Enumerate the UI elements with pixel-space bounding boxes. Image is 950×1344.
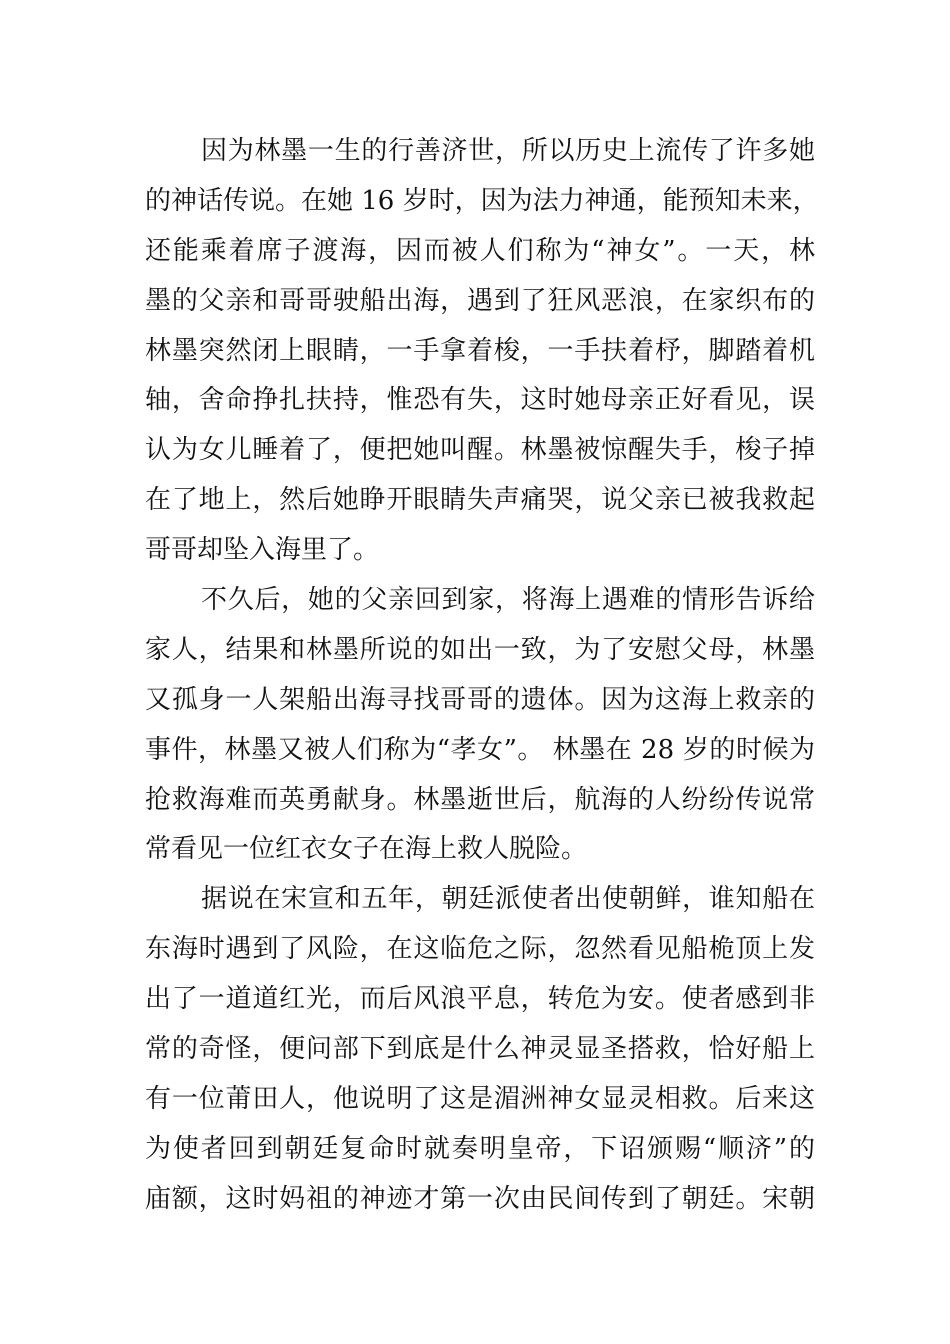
paragraph-1-line-4: 墨的父亲和哥哥驶船出海，遇到了狂风恶浪，在家织布的 xyxy=(145,285,815,316)
paragraph-2-line-5: 抢救海难而英勇献身。林墨逝世后，航海的人纷纷传说常 xyxy=(145,784,815,815)
paragraph-3-line-1: 据说在宋宣和五年，朝廷派使者出使朝鲜，谁知船在 xyxy=(201,884,815,915)
paragraph-1-line-6: 轴，舍命挣扎扶持，惟恐有失，这时她母亲正好看见，误 xyxy=(145,385,815,416)
paragraph-1-line-5: 林墨突然闭上眼睛，一手拿着梭，一手扶着杼，脚踏着机 xyxy=(145,335,815,366)
article-body xyxy=(145,127,819,1225)
paragraph-3-line-3: 出了一道道红光，而后风浪平息，转危为安。使者感到非 xyxy=(145,984,815,1015)
paragraph-1-line-8: 在了地上，然后她睁开眼睛失声痛哭，说父亲已被我救起 xyxy=(145,485,815,516)
paragraph-3-line-2: 东海时遇到了风险，在这临危之际，忽然看见船桅顶上发 xyxy=(145,934,815,965)
paragraph-3-line-4: 常的奇怪，便问部下到底是什么神灵显圣搭救，恰好船上 xyxy=(145,1034,815,1065)
paragraph-2-line-6: 常看见一位红衣女子在海上救人脱险。 xyxy=(145,834,588,865)
paragraph-1-line-7: 认为女儿睡着了，便把她叫醒。林墨被惊醒失手，梭子掉 xyxy=(145,435,815,466)
paragraph-2-line-3: 又孤身一人架船出海寻找哥哥的遗体。因为这海上救亲的 xyxy=(145,684,815,715)
paragraph-1-line-9: 哥哥却坠入海里了。 xyxy=(145,535,380,566)
paragraph-2-line-1: 不久后，她的父亲回到家，将海上遇难的情形告诉给 xyxy=(201,585,815,616)
paragraph-1-line-3: 还能乘着席子渡海，因而被人们称为“神女”。一天，林 xyxy=(145,235,815,266)
paragraph-3-line-5: 有一位莆田人，他说明了这是湄洲神女显灵相救。后来这 xyxy=(145,1083,815,1114)
paragraph-1-line-1: 因为林墨一生的行善济世，所以历史上流传了许多她 xyxy=(201,136,815,166)
paragraph-2-line-4: 事件，林墨又被人们称为“孝女”。 林墨在 28 岁的时候为 xyxy=(145,734,815,765)
paragraph-3-line-6: 为使者回到朝廷复命时就奏明皇帝，下诏颁赐“顺济”的 xyxy=(145,1133,815,1164)
paragraph-3-line-7: 庙额，这时妈祖的神迹才第一次由民间传到了朝廷。宋朝 xyxy=(145,1183,815,1214)
paragraph-1-line-2: 的神话传说。在她 16 岁时，因为法力神通，能预知未来， xyxy=(145,185,819,216)
paragraph-2-line-2: 家人，结果和林墨所说的如出一致，为了安慰父母，林墨 xyxy=(145,634,815,665)
